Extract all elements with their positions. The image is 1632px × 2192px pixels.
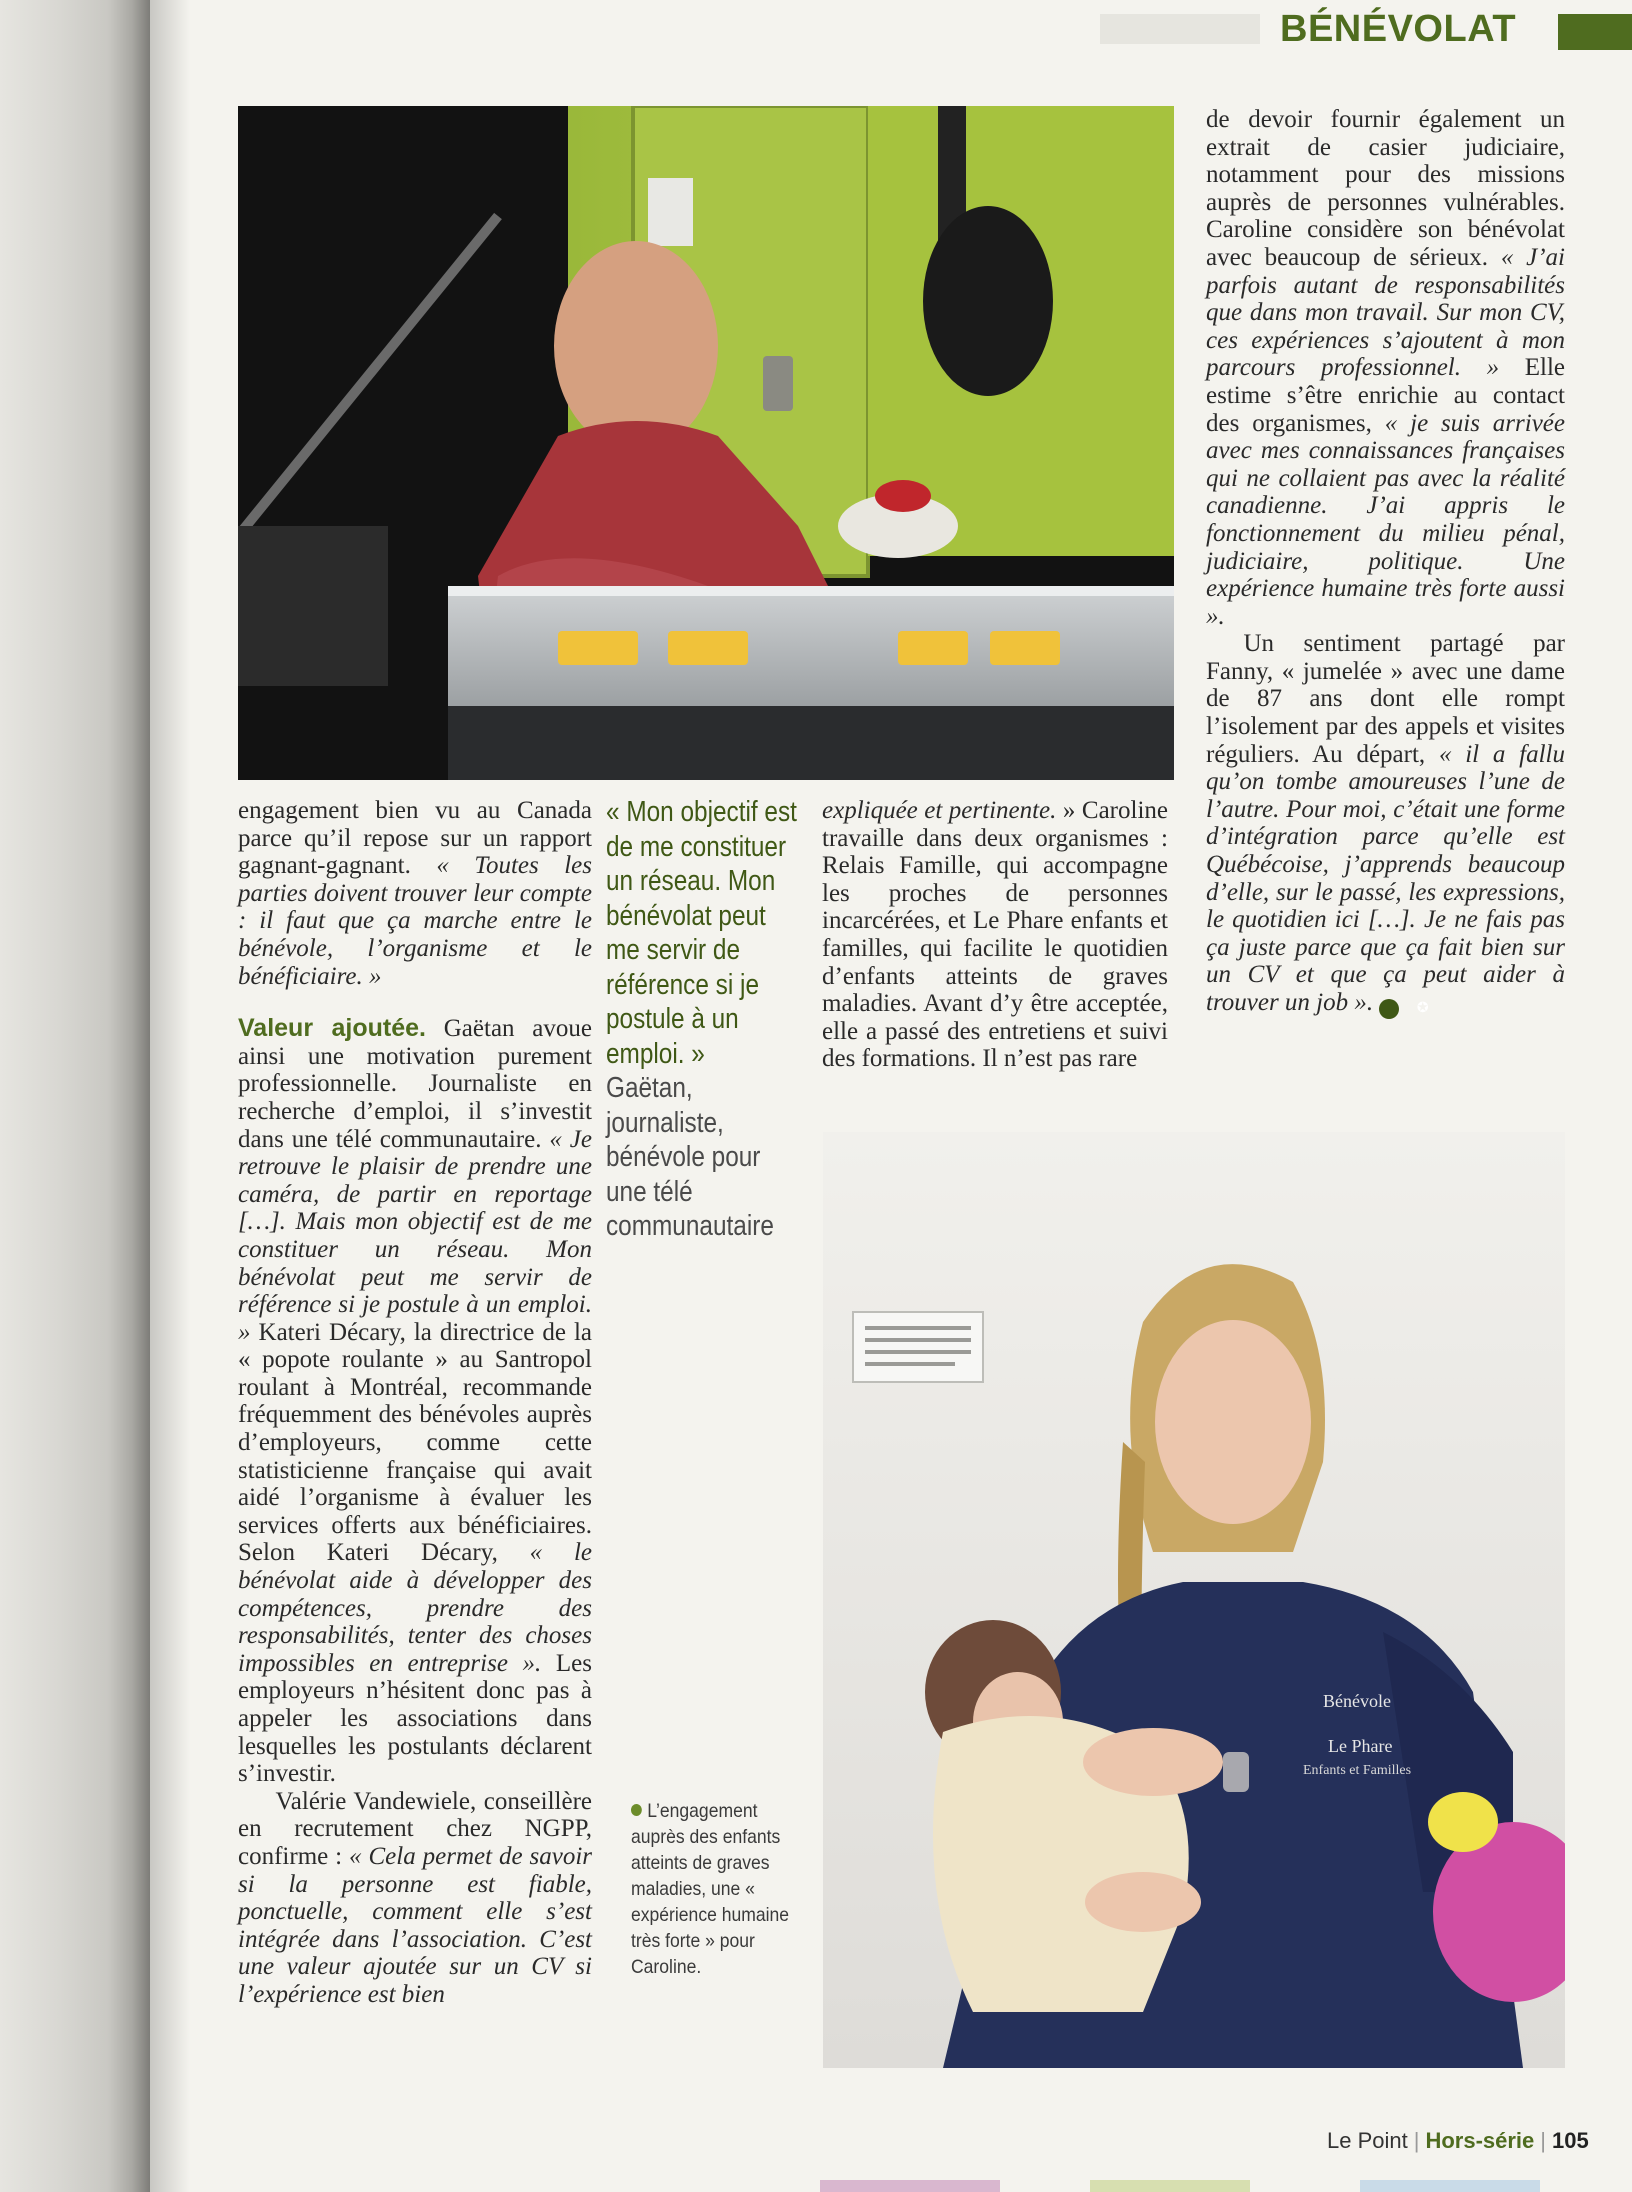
pull-quote-text: « Mon objectif est de me constituer un réseau. Mon bénévolat peut me servir de référence si je postule à un emploi. » (606, 796, 797, 1070)
badge-text-1: Bénévole (1323, 1691, 1391, 1711)
footer-separator: | (1540, 2128, 1547, 2153)
col4-text: Elle estime s’être enrichie au contact des organismes, (1206, 354, 1565, 437)
col1-paragraph-2 (238, 1015, 592, 1788)
photo-gaetan-studio (238, 106, 1174, 780)
col3-quote: expliquée et pertinente. (822, 797, 1057, 824)
caroline-illustration (823, 1132, 1565, 2068)
binding-gutter (0, 0, 150, 2192)
article-column-3 (822, 797, 1168, 1073)
end-of-article-icon: ✪ (1379, 999, 1399, 1019)
col1-quote: « Toutes les parties doivent trouver leur compte : il faut que ça marche entre le bénévole, l’organisme et le bénéficiaire. » (238, 852, 592, 990)
photo-caroline-child (823, 1132, 1565, 2068)
col3-text: » Caroline travaille dans deux organismes : Relais Famille, qui accompagne les proches de personnes incarcérées, et Le Phare enfants et familles, qui facilite le quotidien d’enfants atteints de graves maladies. Avant d’y être acceptée, elle a passé des entretiens et suivi des formations. Il n’est pas rare (822, 797, 1168, 1073)
col1-text: engagement bien vu au Canada parce qu’il repose sur un rapport gagnant-gagnant. (238, 797, 592, 880)
page-edge-tab (820, 2180, 1000, 2192)
footer-separator: | (1413, 2128, 1420, 2153)
col4-quote: « je suis arrivée avec mes connaissances françaises qui ne collaient pas avec la réalité canadienne. J’ai appris le fonctionnement du milieu pénal, judiciaire, politique. Une expérience humaine très forte aussi ». (1206, 409, 1566, 630)
article-column-1 (238, 797, 592, 2009)
col3-paragraph-1 (822, 797, 1168, 1073)
col4-text: de devoir fournir également un extrait de casier judiciaire, notamment pour des missions auprès de personnes vulnérables. Caroline considère son bénévolat avec beaucoup de sérieux. (1206, 106, 1565, 271)
section-color-bar (1558, 14, 1632, 50)
page-edge-tab (1360, 2180, 1540, 2192)
studio-illustration (238, 106, 1174, 780)
badge-text-2: Le Phare (1328, 1736, 1393, 1756)
col1-text: Gaëtan avoue ainsi une motivation purement professionnelle. Journaliste en recherche d’emploi, il s’investit dans une télé communautaire. (238, 1015, 592, 1153)
col1-paragraph-3 (238, 1788, 592, 2009)
col4-text: Un sentiment partagé par Fanny, « jumelée » avec une dame de 87 ans dont elle rompt l’isolement par des appels et visites réguliers. Au départ, (1206, 630, 1565, 768)
article-column-4 (1206, 106, 1565, 1019)
issue-name: Hors-série (1425, 2128, 1535, 2153)
pull-quote-attribution: Gaëtan, journaliste, bénévole pour une télé communautaire (606, 1072, 774, 1242)
col1-quote: « le bénévolat aide à développer des compétences, prendre des responsabilités, tenter des choses impossibles en entreprise ». (238, 1539, 592, 1677)
badge-text-3: Enfants et Familles (1303, 1763, 1412, 1778)
photo-caption (631, 1798, 800, 1980)
gutter-shadow (150, 0, 190, 2192)
col1-text: Les employeurs n’hésitent donc pas à appeler les associations dans lesquelles les postulants déclarent s’investir. (238, 1649, 592, 1788)
subheading-valeur-ajoutee: Valeur ajoutée. (238, 1014, 426, 1043)
col4-paragraph-1 (1206, 106, 1565, 630)
page-footer (1327, 2128, 1589, 2154)
col1-quote: « Cela permet de savoir si la personne est fiable, ponctuelle, comment elle s’est intégrée dans l’association. C’est une valeur ajoutée sur un CV si l’expérience est bien (238, 1842, 592, 2008)
col4-paragraph-2 (1206, 630, 1565, 1019)
page-edge-tab (1090, 2180, 1250, 2192)
publication-name: Le Point (1327, 2128, 1408, 2153)
col1-text: Valérie Vandewiele, conseillère en recrutement chez NGPP, confirme : (238, 1787, 592, 1870)
col1-paragraph-1 (238, 797, 592, 990)
caption-text: L’engagement auprès des enfants atteints de graves maladies, une « expérience humaine très forte » pour Caroline. (631, 1800, 790, 1978)
faint-header-mark (1100, 14, 1260, 44)
col4-quote: « il a fallu qu’on tombe amoureuses l’une de l’autre. Pour moi, c’était une forme d’intégration parce qu’elle est Québécoise, j’apprends beaucoup d’elle, sur le passé, les expressions, le quotidien ici […]. Je ne fais pas ça juste parce que ça fait bien sur un CV et que ça peut aider à trouver un job ». (1206, 740, 1565, 1016)
pull-quote (606, 795, 801, 1244)
col4-quote: « J’ai parfois autant de responsabilités que dans mon travail. Sur mon CV, ces expériences s’ajoutent à mon parcours professionnel. » (1206, 243, 1565, 382)
col1-text: Kateri Décary, la directrice de la « popote roulante » au Santropol roulant à Montréal, recommande fréquemment des bénévoles auprès d’employeurs, comme cette statisticienne française qui avait aidé l’organisme à évaluer les services offerts aux bénéficiaires. Selon Kateri Décary, (238, 1318, 592, 1567)
col1-quote: « Je retrouve le plaisir de prendre une caméra, de partir en reportage […]. Mais mon objectif est de me constituer un réseau. Mon bénévolat peut me servir de référence si je postule à un emploi. » (238, 1125, 592, 1346)
page-number: 105 (1552, 2128, 1589, 2153)
section-title: BÉNÉVOLAT (1280, 8, 1517, 50)
caption-bullet-icon (631, 1804, 642, 1816)
